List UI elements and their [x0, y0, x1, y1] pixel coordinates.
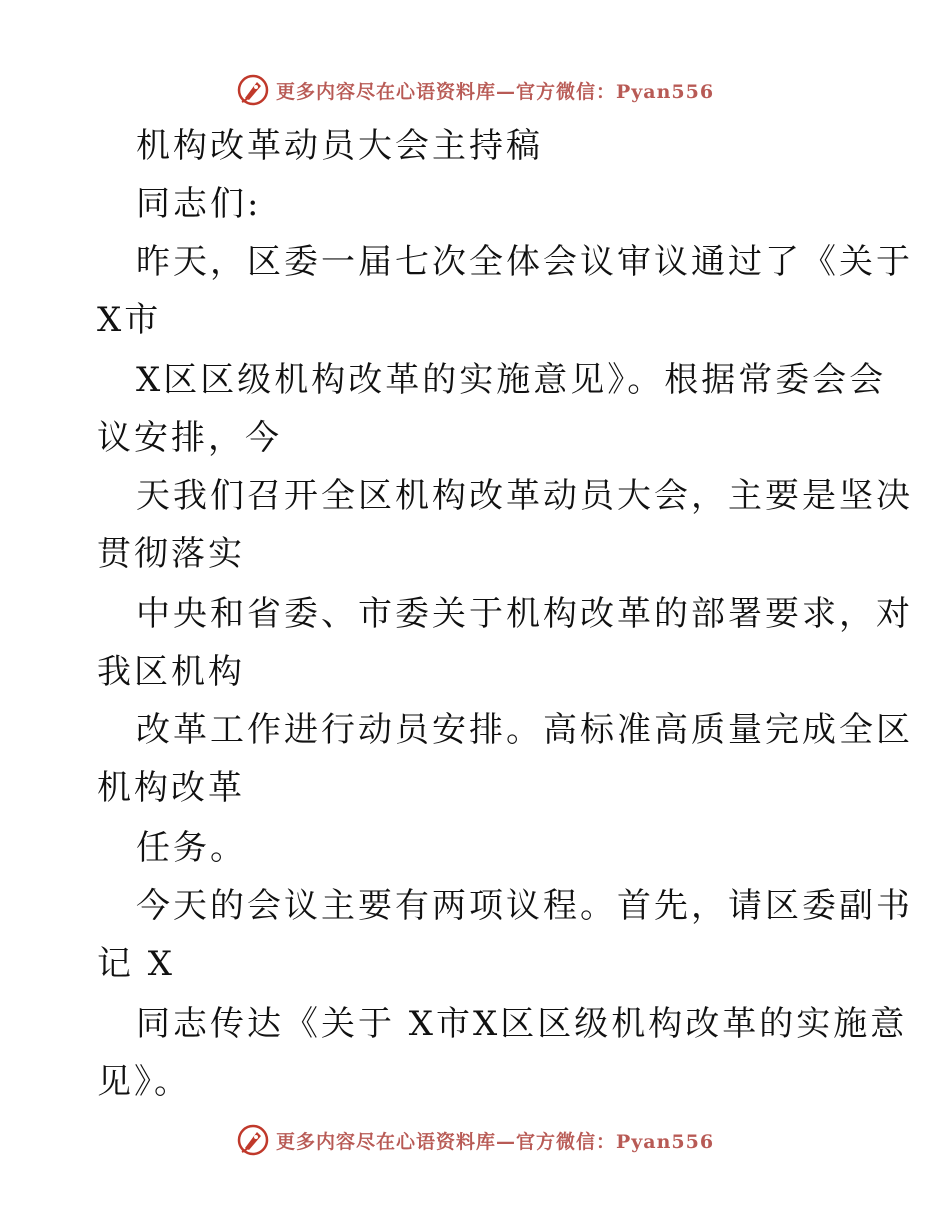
document-title: 机构改革动员大会主持稿 — [136, 126, 543, 166]
text-line: 天我们召开全区机构改革动员大会，主要是坚决 — [136, 476, 913, 516]
footer-watermark — [0, 1120, 950, 1160]
text-line: 昨天，区委一届七次全体会议审议通过了《关于 — [136, 242, 913, 282]
watermark-text: 更多内容尽在心语资料库—官方微信：Pyan556 — [275, 80, 715, 103]
text-line: 议安排，今 — [97, 418, 282, 458]
pen-nib-logo-icon — [236, 1123, 270, 1157]
text-line: X市 — [97, 300, 162, 340]
text-line: 机构改革 — [97, 768, 245, 808]
watermark-text: 更多内容尽在心语资料库—官方微信：Pyan556 — [275, 1130, 715, 1153]
text-line: X区区级机构改革的实施意见》。根据常委会会 — [136, 360, 887, 400]
pen-nib-logo-icon — [236, 73, 270, 107]
text-line: 见》。 — [97, 1062, 191, 1102]
text-line: 今天的会议主要有两项议程。首先，请区委副书 — [136, 886, 913, 926]
header-watermark — [0, 70, 950, 110]
text-line: 改革工作进行动员安排。高标准高质量完成全区 — [136, 710, 913, 750]
text-line: 记 X — [97, 944, 176, 984]
text-line: 同志传达《关于 X市X区区级机构改革的实施意 — [136, 1004, 908, 1044]
text-line: 我区机构 — [97, 652, 245, 692]
text-line: 任务。 — [136, 828, 247, 868]
text-line: 中央和省委、市委关于机构改革的部署要求，对 — [136, 594, 913, 634]
text-line: 贯彻落实 — [97, 534, 245, 574]
text-line: 同志们: — [136, 184, 262, 224]
